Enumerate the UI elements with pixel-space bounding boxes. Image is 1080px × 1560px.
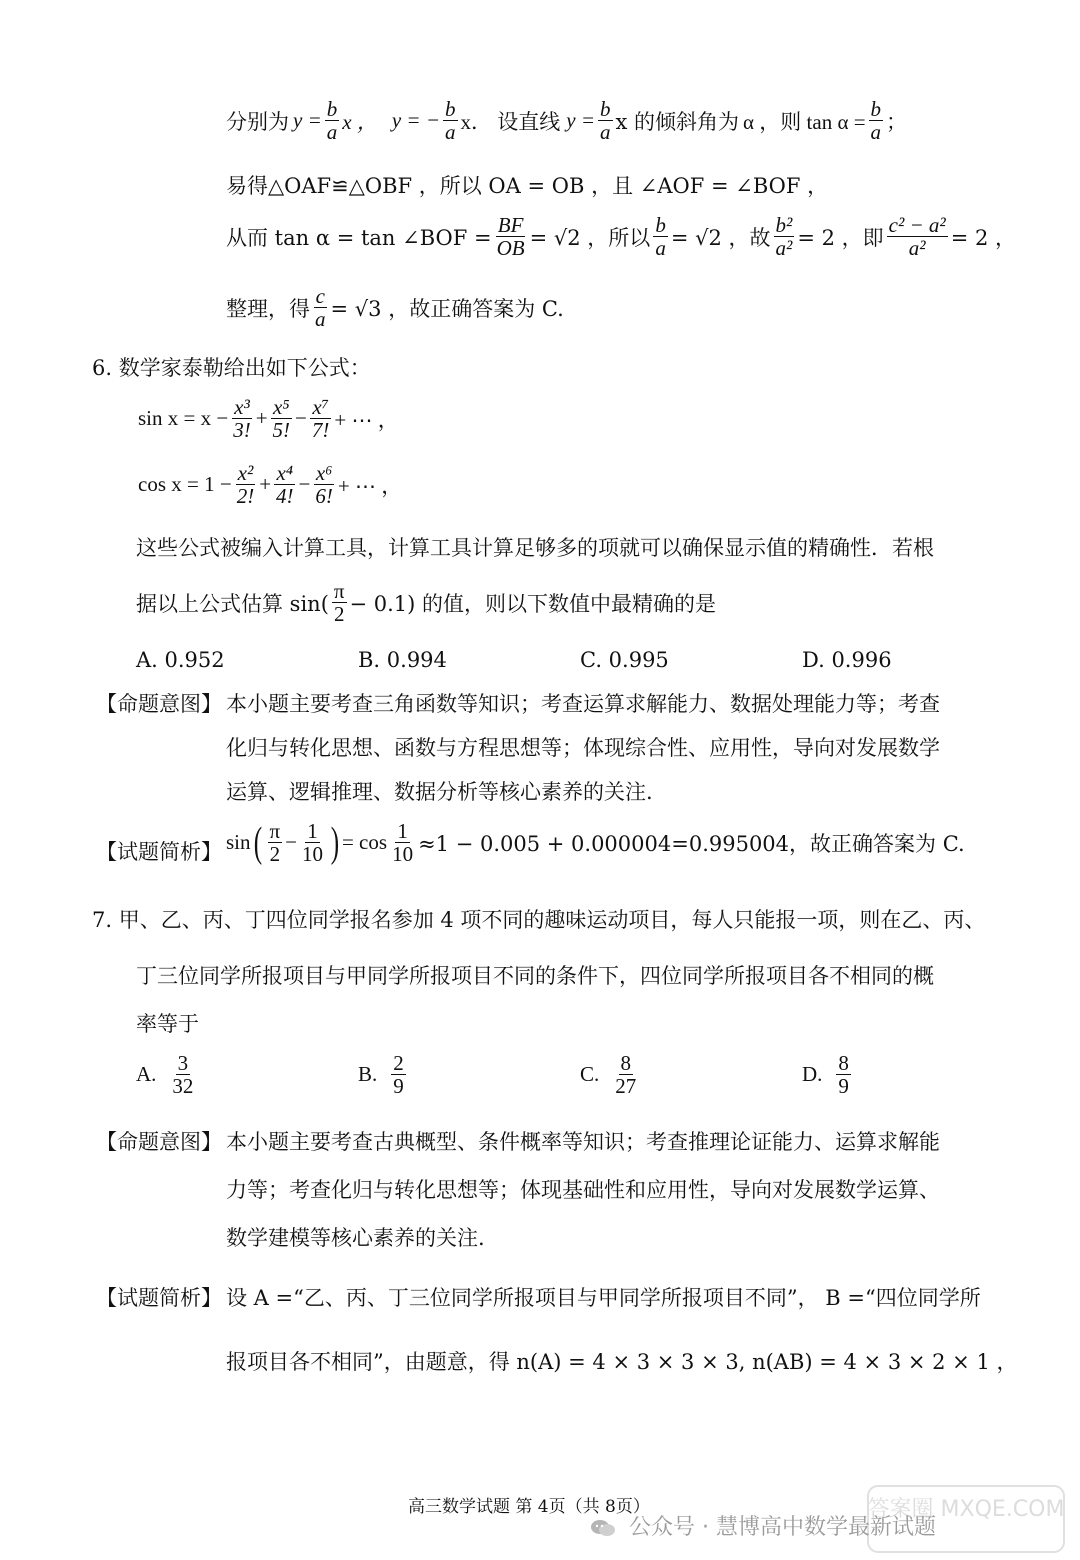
solution-line-2: 易得△OAF≌△OBF ，所以 OA = OB ，且 ∠AOF = ∠BOF ， <box>226 174 829 198</box>
q6-intent-label: 【命题意图】 <box>96 692 222 716</box>
left-paren: ( <box>253 819 262 866</box>
q6-option-a: A. 0.952 <box>136 648 225 672</box>
q7-brief-label: 【试题简析】 <box>96 1286 222 1310</box>
wechat-icon <box>590 1518 616 1538</box>
q7-option-d: D. $\frac{8}{9}$ <box>802 1051 849 1099</box>
q7-intent-line-1: 本小题主要考查古典概型、条件概率等知识；考查推理论证能力、运算求解能 <box>226 1130 940 1154</box>
question-7-stem-2: 丁三位同学所报项目与甲同学所报项目不同的条件下，四位同学所报项目各不相同的概 <box>136 964 934 988</box>
q6-brief-label: 【试题简析】 <box>96 840 222 864</box>
question-7-stem-1: 7. 甲、乙、丙、丁四位同学报名参加 4 项不同的趣味运动项目，每人只能报一项，则在乙、丙、 <box>92 908 986 932</box>
q6-option-b: B. 0.994 <box>358 648 447 672</box>
q6-intent-line-1: 本小题主要考查三角函数等知识；考查运算求解能力、数据处理能力等；考查 <box>226 692 940 716</box>
q7-option-b: B. $\frac{2}{9}$ <box>358 1051 404 1099</box>
q7-option-a: A. $\frac{3}{32}$ <box>136 1051 194 1099</box>
q6-brief-formula: sin ( $\frac{\pi}{2}$ − $\frac{1}{10}$ ) = cos $\frac{1}{10}$ ≈1 − 0.005 + 0.000004=0.995004，故正确答案为 C. <box>226 819 965 867</box>
fraction-b-over-a: $\frac{b}{a}$ <box>326 97 338 145</box>
q7-intent-line-3: 数学建模等核心素养的关注. <box>226 1226 485 1250</box>
q6-option-d: D. 0.996 <box>802 648 892 672</box>
q6-intent-line-2: 化归与转化思想、函数与方程思想等；体现综合性、应用性，导向对发展数学 <box>226 736 940 760</box>
solution-line-1: 分别为 y = $\frac{b}{a}$ x ， y = − $\frac{b}{a}$ x． 设直线 y = $\frac{b}{a}$ x 的倾斜角为 α ，则 tan α = $\frac{b}{a}$ ； <box>226 97 908 145</box>
sin-series: sin x = x − $\frac{\text{x³}}{3!}$ + $\frac{\text{x⁵}}{5!}$ − $\frac{\text{x⁷}}{7!}$ + ⋯ ， <box>138 395 399 443</box>
solution-line-4: 整理，得 $\frac{c}{a}$ = √3 ，故正确答案为 C. <box>226 284 564 332</box>
q6-option-c: C. 0.995 <box>580 648 669 672</box>
question-7-stem-3: 率等于 <box>136 1012 199 1036</box>
cos-series: cos x = 1 − $\frac{\text{x²}}{2!}$ + $\frac{\text{x⁴}}{4!}$ − $\frac{\text{x⁶}}{6!}$ + ⋯ ， <box>138 461 403 509</box>
question-6-stem: 6. 数学家泰勒给出如下公式： <box>92 356 371 380</box>
q7-intent-line-2: 力等；考查化归与转化思想等；体现基础性和应用性，导向对发展数学运算、 <box>226 1178 940 1202</box>
q7-intent-label: 【命题意图】 <box>96 1130 222 1154</box>
watermark-text: 公众号 · 慧博高中数学最新试题 <box>590 1510 936 1541</box>
right-paren: ) <box>330 819 340 866</box>
q6-paragraph-2: 据以上公式估算 sin( $\frac{\pi}{2}$ − 0.1) 的值，则以下数值中最精确的是 <box>136 579 717 627</box>
q7-option-c: C. $\frac{8}{27}$ <box>580 1051 637 1099</box>
q6-paragraph-1: 这些公式被编入计算工具，计算工具计算足够多的项就可以确保显示值的精确性．若根 <box>136 536 934 560</box>
watermark-logo <box>866 1484 1066 1554</box>
svg-text:答案圈 MXQE.COM: 答案圈 MXQE.COM <box>867 1497 1065 1522</box>
page-footer: 高三数学试题 第 4页（共 8页） <box>408 1497 650 1517</box>
q7-brief-line-2: 报项目各不相同”，由题意，得 n(A) = 4 × 3 × 3 × 3, n(AB) = 4 × 3 × 2 × 1 ， <box>226 1350 1018 1374</box>
q6-intent-line-3: 运算、逻辑推理、数据分析等核心素养的关注. <box>226 780 653 804</box>
solution-line-3: 从而 tan α = tan ∠BOF = $\frac{BF}{OB}$ = √2 ，所以 $\frac{b}{a}$ = √2 ，故 $\frac{\text{b²}}{\text{a²}}$ = 2 ，即 $\frac{\text{c² − a²}}{\text{a²}}$ = 2 ， <box>226 213 1017 261</box>
q7-brief-line-1: 设 A =“乙、丙、丁三位同学所报项目与甲同学所报项目不同”， B =“四位同学所 <box>226 1286 981 1310</box>
